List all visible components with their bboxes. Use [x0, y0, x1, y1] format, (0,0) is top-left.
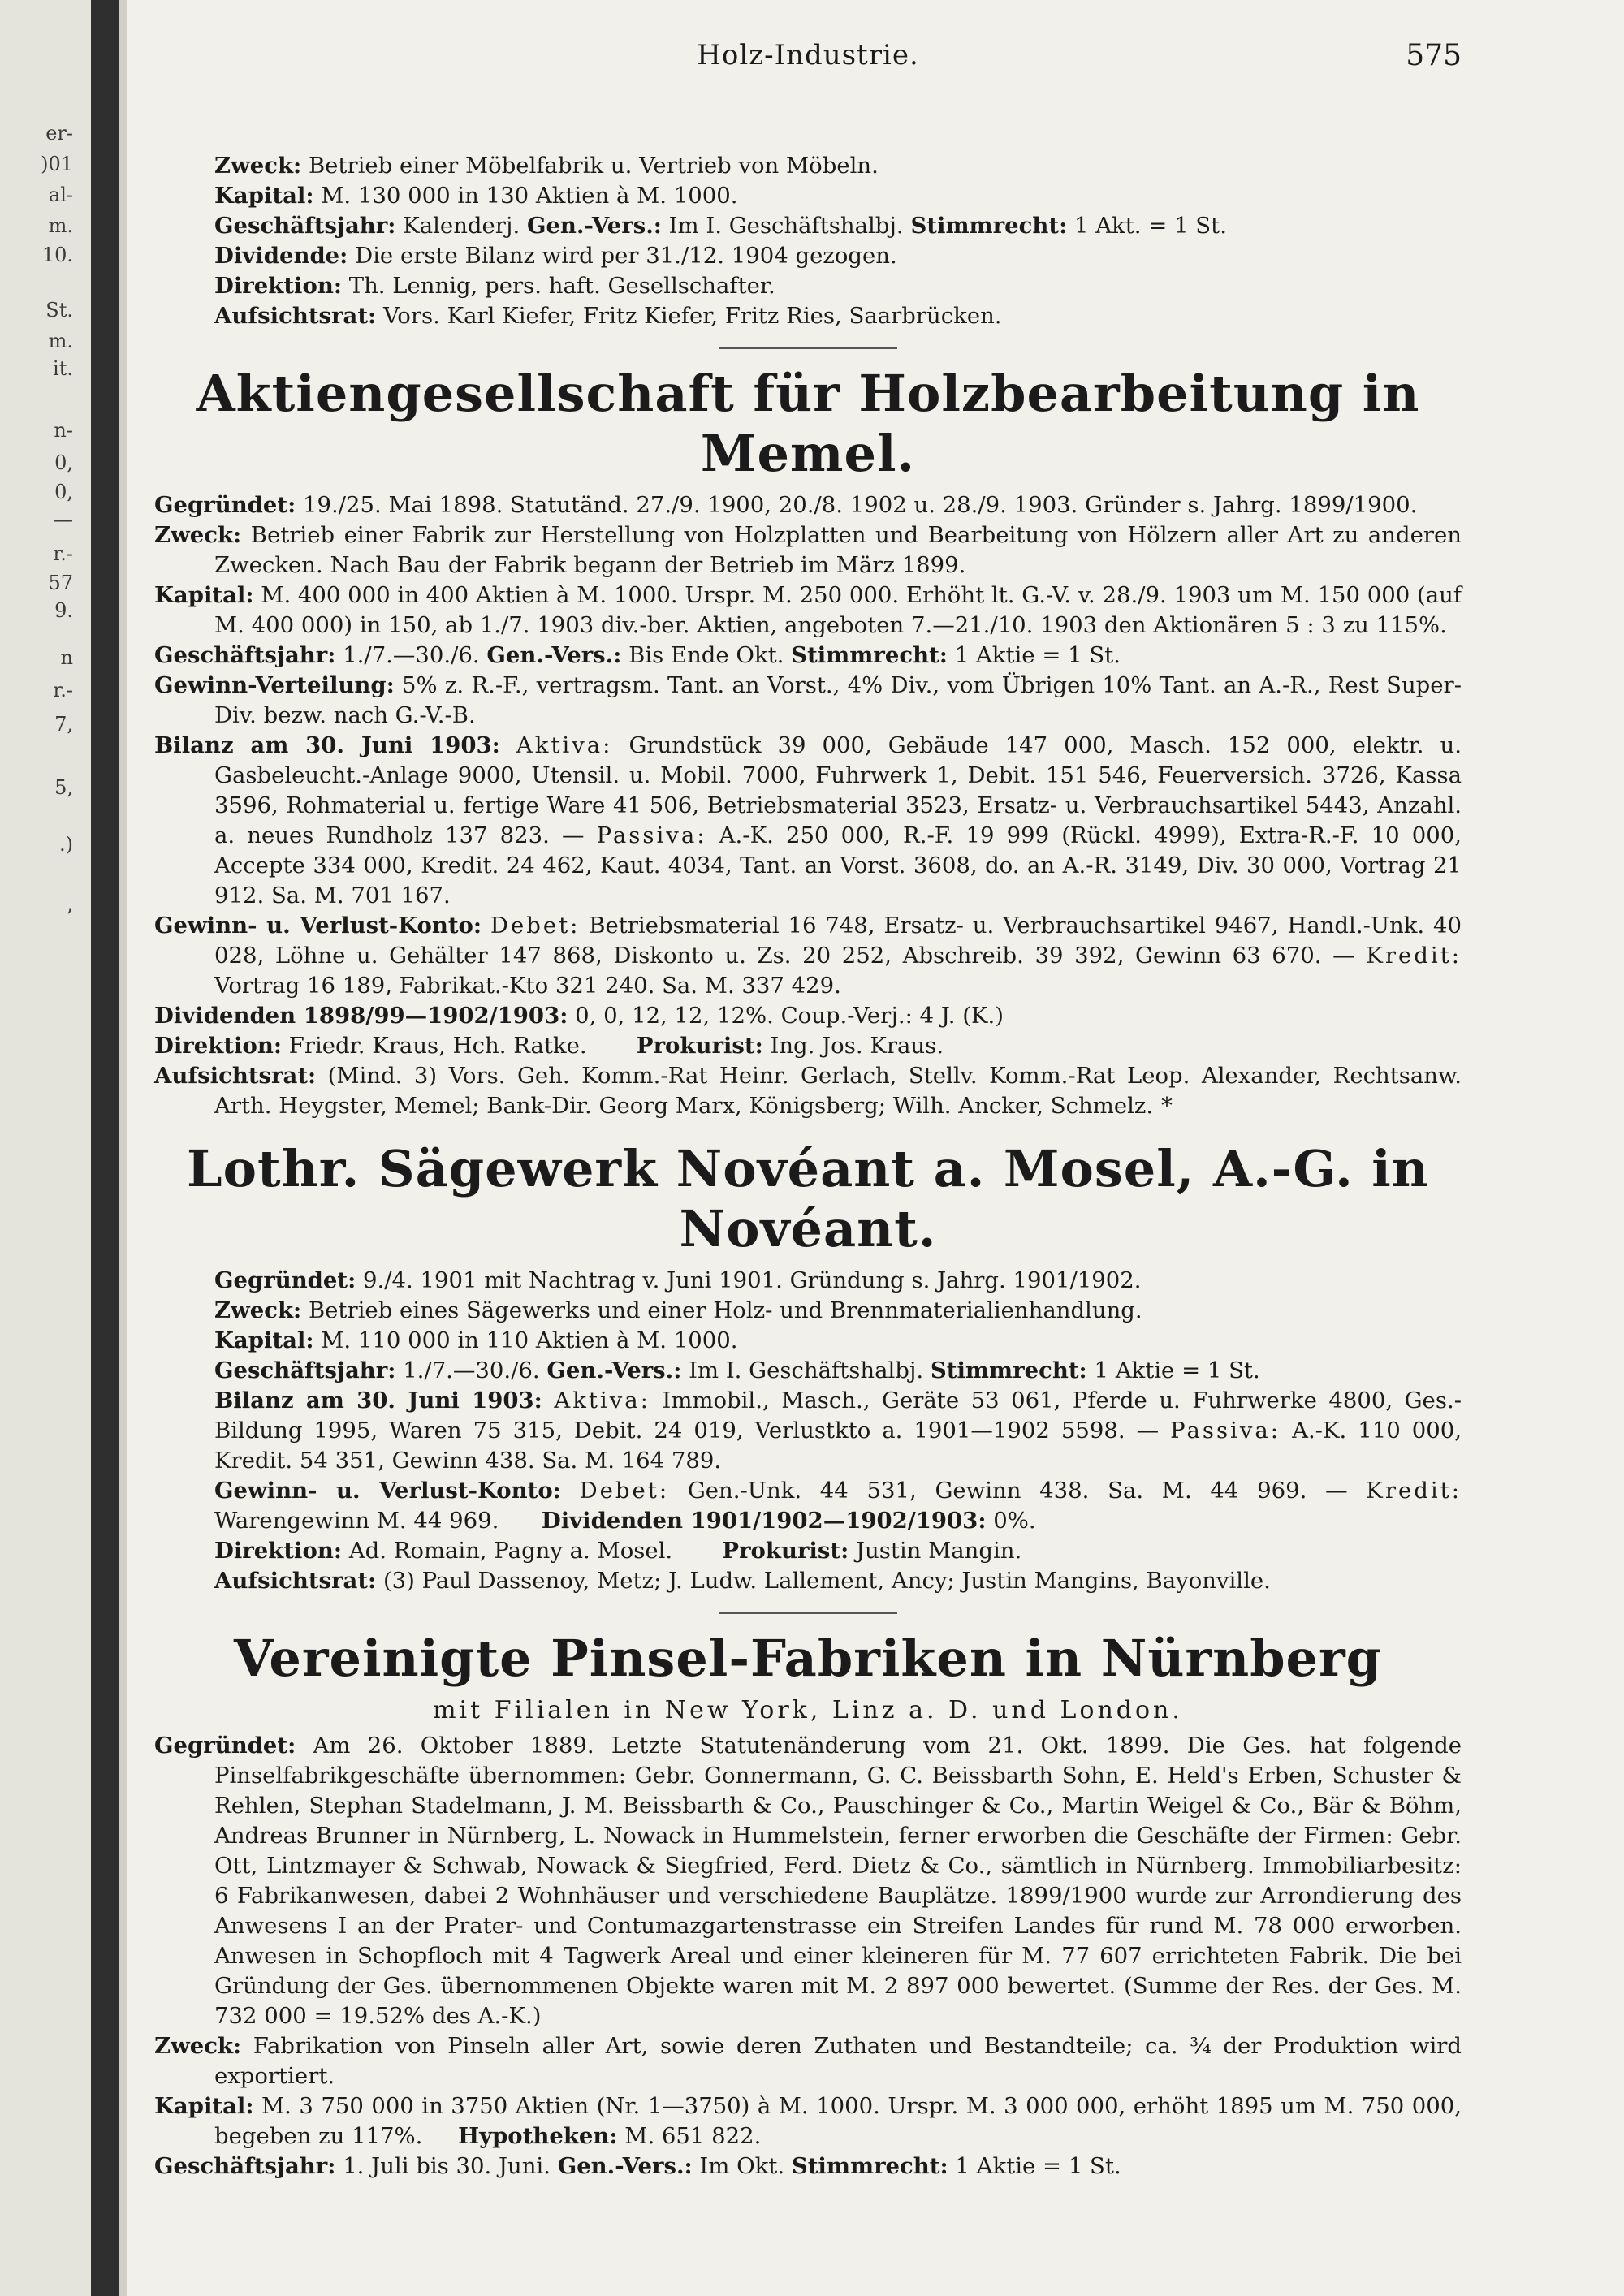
label-gen-vers: Gen.-Vers.: — [486, 642, 622, 668]
label-direktion: Direktion: — [214, 1538, 342, 1564]
label-zweck: Zweck: — [154, 2033, 242, 2059]
margin-fragment: 10. — [41, 244, 73, 266]
label-zweck: Zweck: — [154, 522, 242, 548]
guv-debet-text: Gen.-Unk. 44 531, Gewinn 438. Sa. M. 44 969. — — [687, 1478, 1348, 1504]
label-aufsichtsrat: Aufsichtsrat: — [214, 303, 377, 329]
dividenden-text: 0%. — [993, 1508, 1036, 1534]
entry-body-end — [154, 1536, 1462, 1596]
margin-fragment: n — [60, 646, 73, 669]
page-number: 575 — [1406, 39, 1462, 72]
page-header — [154, 39, 1462, 88]
margin-fragment: al- — [48, 183, 73, 206]
company-title: Lothr. Sägewerk Novéant a. Mosel, A.-G. in Novéant. — [187, 1139, 1429, 1258]
geschaeftsjahr-text: 1./7.—30./6. — [403, 1357, 540, 1383]
label-direktion: Direktion: — [154, 1033, 282, 1059]
kapital-text: M. 130 000 in 130 Aktien à M. 1000. — [321, 183, 738, 209]
running-title: Holz-Industrie. — [697, 39, 919, 71]
label-passiva: Passiva: — [1170, 1418, 1281, 1444]
margin-fragment: 0, — [54, 481, 73, 503]
guv-kredit-text: Vortrag 16 189, Fabrikat.-Kto 321 240. Sa. M. 337 429. — [214, 973, 841, 999]
label-geschaeftsjahr: Geschäftsjahr: — [214, 1357, 396, 1383]
gegruendet-text: Am 26. Oktober 1889. Letzte Statutenänderung vom 21. Okt. 1899. Die Ges. hat folgende Pinselfabrikgeschäfte übernommen: Gebr. Gonnermann, G. C. Beissbarth Sohn, E. Held's Erben, Schuster & Rehlen, Stephan Stadelmann, J. M. Beissbarth & Co., Pauschinger & Co., Martin Weigel & Co., Bär & Böhm, Andreas Brunner in Nürnberg, L. Nowack in Hummelstein, ferner erworben die Geschäfte der Firmen: Gebr. Ott, Lintzmayer & Schwab, Nowack & Siegfried, Ferd. Dietz & Co., sämtlich in Nürnberg. Immobiliarbesitz: 6 Fabrikanwesen, dabei 2 Wohnhäuser und verschiedene Bauplätze. 1899/1900 wurde zur Arrondierung des Anwesens I an der Prater- und Contumazgartenstrasse ein Streifen Landes für rund M. 78 000 erworben. Anwesen in Schopfloch mit 4 Tagwerk Areal und einer kleineren für M. 77 607 errichteten Fabrik. Die bei Gründung der Ges. übernommenen Objekte waren mit M. 2 897 000 bewertet. (Summe der Res. der Ges. M. 732 000 = 19.52% des A.-K.) — [214, 1733, 1462, 2029]
direktion-text: Ad. Romain, Pagny a. Mosel. — [348, 1538, 673, 1564]
margin-fragment: er- — [45, 122, 73, 145]
margin-fragment: .) — [59, 833, 73, 856]
label-kapital: Kapital: — [214, 183, 314, 209]
label-zweck: Zweck: — [214, 1297, 302, 1323]
label-stimmrecht: Stimmrecht: — [930, 1357, 1087, 1383]
label-dividende: Dividende: — [214, 243, 348, 269]
aufsichtsrat-text: (3) Paul Dassenoy, Metz; J. Ludw. Lallement, Ancy; Justin Mangins, Bayonville. — [382, 1568, 1271, 1594]
zweck-text: Betrieb einer Fabrik zur Herstellung von Holzplatten und Bearbeitung von Hölzern aller Art zu anderen Zwecken. Nach Bau der Fabrik begann der Betrieb im März 1899. — [214, 522, 1462, 578]
margin-fragment: 57 — [48, 572, 73, 594]
label-guv: Gewinn- u. Verlust-Konto: — [214, 1478, 561, 1504]
label-stimmrecht: Stimmrecht: — [791, 642, 948, 668]
margin-fragment: , — [67, 893, 73, 916]
zweck-text: Betrieb eines Sägewerks und einer Holz- und Brennmaterialienhandlung. — [308, 1297, 1142, 1323]
book-spine-edge — [119, 0, 127, 2296]
gen-vers-text: Bis Ende Okt. — [628, 642, 784, 668]
entry-holzbearbeitung-memel — [154, 364, 1462, 1121]
aufsichtsrat-text: Vors. Karl Kiefer, Fritz Kiefer, Fritz Ries, Saarbrücken. — [382, 303, 1002, 329]
label-aufsichtsrat: Aufsichtsrat: — [214, 1568, 377, 1594]
geschaeftsjahr-text: Kalenderj. — [403, 213, 520, 239]
stimmrecht-text: 1 Aktie = 1 St. — [955, 2153, 1121, 2179]
label-gegruendet: Gegründet: — [214, 1267, 356, 1293]
company-subtitle: mit Filialen in New York, Linz a. D. und London. — [433, 1696, 1183, 1724]
company-title: Aktiengesellschaft für Holzbearbeitung in Memel. — [196, 364, 1420, 483]
margin-fragment: )01 — [41, 153, 73, 175]
bilanz-passiva-text: A.-K. 250 000, R.-F. 19 999 (Rückl. 4999), Extra-R.-F. 10 000, Accepte 334 000, Kredit. 24 462, Kaut. 4034, Tant. an Vorst. 3608, do. an A.-R. 3149, Div. 30 000, Vortrag 21 912. Sa. M. 701 167. — [214, 822, 1462, 908]
direktion-text: Th. Lennig, pers. haft. Gesellschafter. — [348, 273, 775, 299]
margin-fragment: 5, — [54, 776, 73, 799]
stimmrecht-text: 1 Akt. = 1 St. — [1073, 213, 1227, 239]
entry-body — [154, 1266, 1462, 1386]
label-geschaeftsjahr: Geschäftsjahr: — [154, 2153, 336, 2179]
stimmrecht-text: 1 Aktie = 1 St. — [1094, 1357, 1260, 1383]
entry-saegewerk-noveant — [154, 1139, 1462, 1596]
label-passiva: Passiva: — [596, 822, 707, 848]
label-gewinn-verteilung: Gewinn-Verteilung: — [154, 672, 395, 698]
label-aktiva: Aktiva: — [554, 1388, 650, 1413]
margin-fragment: St. — [45, 299, 73, 322]
geschaeftsjahr-text: 1. Juli bis 30. Juni. — [343, 2153, 551, 2179]
label-stimmrecht: Stimmrecht: — [910, 213, 1068, 239]
bilanz-passiva-text: A.-K. 110 000, Kredit. 54 351, Gewinn 438. Sa. M. 164 789. — [214, 1418, 1462, 1474]
label-stimmrecht: Stimmrecht: — [791, 2153, 948, 2179]
label-bilanz: Bilanz am 30. Juni 1903: — [214, 1388, 542, 1413]
aufsichtsrat-text: (Mind. 3) Vors. Geh. Komm.-Rat Heinr. Gerlach, Stellv. Komm.-Rat Leop. Alexander, Rechtsanw. Arth. Heygster, Memel; Bank-Dir. Georg Marx, Königsberg; Wilh. Ancker, Schmelz. — [214, 1063, 1462, 1119]
section-divider — [719, 347, 897, 349]
bilanz-aktiva-text: Immobil., Masch., Geräte 53 061, Pferde u. Fuhrwerke 4800, Ges.-Bildung 1995, Waren 75 315, Debit. 24 019, Verlustkto a. 1901—1902 5598. — — [214, 1388, 1462, 1444]
gen-vers-text: Im Okt. — [699, 2153, 785, 2179]
margin-fragment: r.- — [53, 542, 73, 565]
bilanz-aktiva-text: Grundstück 39 000, Gebäude 147 000, Masch. 152 000, elektr. u. Gasbeleucht.-Anlage 9000, Utensil. u. Mobil. 7000, Fuhrwerk 1, Debit. 151 546, Feuerversich. 3726, Kassa 3596, Rohmaterial u. fertige Ware 41 506, Betriebsmaterial 3523, Ersatz- u. Verbrauchsartikel 5443, Anzahl. a. neues Rundholz 137 823. — — [214, 732, 1462, 848]
label-aktiva: Aktiva: — [516, 732, 613, 758]
footnote-star: * — [1161, 1093, 1173, 1119]
gegruendet-text: 19./25. Mai 1898. Statutänd. 27./9. 1900, 20./8. 1902 u. 28./9. 1903. Gründer s. Jahrg. 1899/1900. — [303, 492, 1418, 518]
label-direktion: Direktion: — [214, 273, 342, 299]
margin-fragment: n- — [54, 419, 73, 442]
label-gegruendet: Gegründet: — [154, 492, 296, 518]
kapital-text: M. 400 000 in 400 Aktien à M. 1000. Urspr. M. 250 000. Erhöht lt. G.-V. v. 28./9. 1903 um M. 150 000 (auf M. 400 000) in 150, ab 1./7. 1903 div.-ber. Aktien, angeboten 7.—21./10. 1903 den Aktionären 5 : 3 zu 115%. — [214, 582, 1462, 638]
prokurist-text: Justin Mangin. — [855, 1538, 1022, 1564]
kapital-text: M. 110 000 in 110 Aktien à M. 1000. — [321, 1327, 738, 1353]
label-prokurist: Prokurist: — [722, 1538, 849, 1564]
company-title: Vereinigte Pinsel-Fabriken in Nürnberg — [233, 1629, 1383, 1688]
dividende-text: Die erste Bilanz wird per 31./12. 1904 gezogen. — [355, 243, 897, 269]
label-kredit: Kredit: — [1366, 1478, 1462, 1504]
label-dividenden: Dividenden 1898/99—1902/1903: — [154, 1003, 568, 1029]
label-hypotheken: Hypotheken: — [458, 2123, 618, 2149]
label-dividenden: Dividenden 1901/1902—1902/1903: — [541, 1508, 987, 1534]
entry-moebelfabrik-continued — [154, 151, 1462, 331]
prokurist-text: Ing. Jos. Kraus. — [770, 1033, 944, 1059]
gegruendet-text: 9./4. 1901 mit Nachtrag v. Juni 1901. Gründung s. Jahrg. 1901/1902. — [363, 1267, 1142, 1293]
label-debet: Debet: — [579, 1478, 670, 1504]
margin-fragment: 0, — [54, 451, 73, 474]
label-kapital: Kapital: — [154, 582, 254, 608]
section-divider — [719, 1612, 897, 1614]
margin-fragment: it. — [53, 357, 73, 380]
entry-pinsel-fabriken-nuernberg — [154, 1629, 1462, 2182]
margin-fragment: 9. — [54, 599, 73, 622]
stimmrecht-text: 1 Aktie = 1 St. — [954, 642, 1121, 668]
kapital-text: M. 3 750 000 in 3750 Aktien (Nr. 1—3750) à M. 1000. Urspr. M. 3 000 000, erhöht 1895 um M. 750 000, begeben zu 117%. — [214, 2093, 1462, 2149]
label-gen-vers: Gen.-Vers.: — [546, 1357, 682, 1383]
zweck-text: Fabrikation von Pinseln aller Art, sowie deren Zuthaten und Bestandteile; ca. ¾ der Produktion wird exportiert. — [214, 2033, 1462, 2089]
geschaeftsjahr-text: 1./7.—30./6. — [343, 642, 480, 668]
margin-fragment: — — [54, 508, 73, 531]
label-aufsichtsrat: Aufsichtsrat: — [154, 1063, 317, 1089]
gewinn-verteilung-text: 5% z. R.-F., vertragsm. Tant. an Vorst., 4% Div., vom Übrigen 10% Tant. an A.-R., Rest Super-Div. bezw. nach G.-V.-B. — [214, 672, 1462, 728]
label-gegruendet: Gegründet: — [154, 1733, 296, 1759]
margin-fragment: m. — [48, 214, 73, 237]
book-spine-shadow — [91, 0, 119, 2296]
page-content — [154, 39, 1462, 2182]
direktion-text: Friedr. Kraus, Hch. Ratke. — [288, 1033, 587, 1059]
dividenden-text: 0, 0, 12, 12, 12%. Coup.-Verj.: 4 J. (K.) — [575, 1003, 1004, 1029]
margin-fragment: m. — [48, 330, 73, 352]
label-kapital: Kapital: — [154, 2093, 254, 2119]
label-gen-vers: Gen.-Vers.: — [557, 2153, 693, 2179]
label-zweck: Zweck: — [214, 153, 302, 179]
margin-fragment: r.- — [53, 679, 73, 701]
label-debet: Debet: — [490, 913, 581, 939]
label-kredit: Kredit: — [1366, 943, 1462, 969]
margin-fragment: 7, — [54, 713, 73, 736]
guv-debet-text: Betriebsmaterial 16 748, Ersatz- u. Verbrauchsartikel 9467, Handl.-Unk. 40 028, Löhne u. Gehälter 147 868, Diskonto u. Zs. 20 252, Abschreib. 39 392, Gewinn 63 670. — — [214, 913, 1462, 969]
zweck-text: Betrieb einer Möbelfabrik u. Vertrieb von Möbeln. — [308, 153, 879, 179]
label-geschaeftsjahr: Geschäftsjahr: — [154, 642, 336, 668]
gen-vers-text: Im I. Geschäftshalbj. — [689, 1357, 924, 1383]
label-prokurist: Prokurist: — [636, 1033, 763, 1059]
label-guv: Gewinn- u. Verlust-Konto: — [154, 913, 482, 939]
label-geschaeftsjahr: Geschäftsjahr: — [214, 213, 396, 239]
label-kapital: Kapital: — [214, 1327, 314, 1353]
label-gen-vers: Gen.-Vers.: — [526, 213, 662, 239]
gen-vers-text: Im I. Geschäftshalbj. — [668, 213, 904, 239]
label-bilanz: Bilanz am 30. Juni 1903: — [154, 732, 500, 758]
guv-kredit-text: Warengewinn M. 44 969. — [214, 1508, 499, 1534]
hypotheken-text: M. 651 822. — [624, 2123, 762, 2149]
